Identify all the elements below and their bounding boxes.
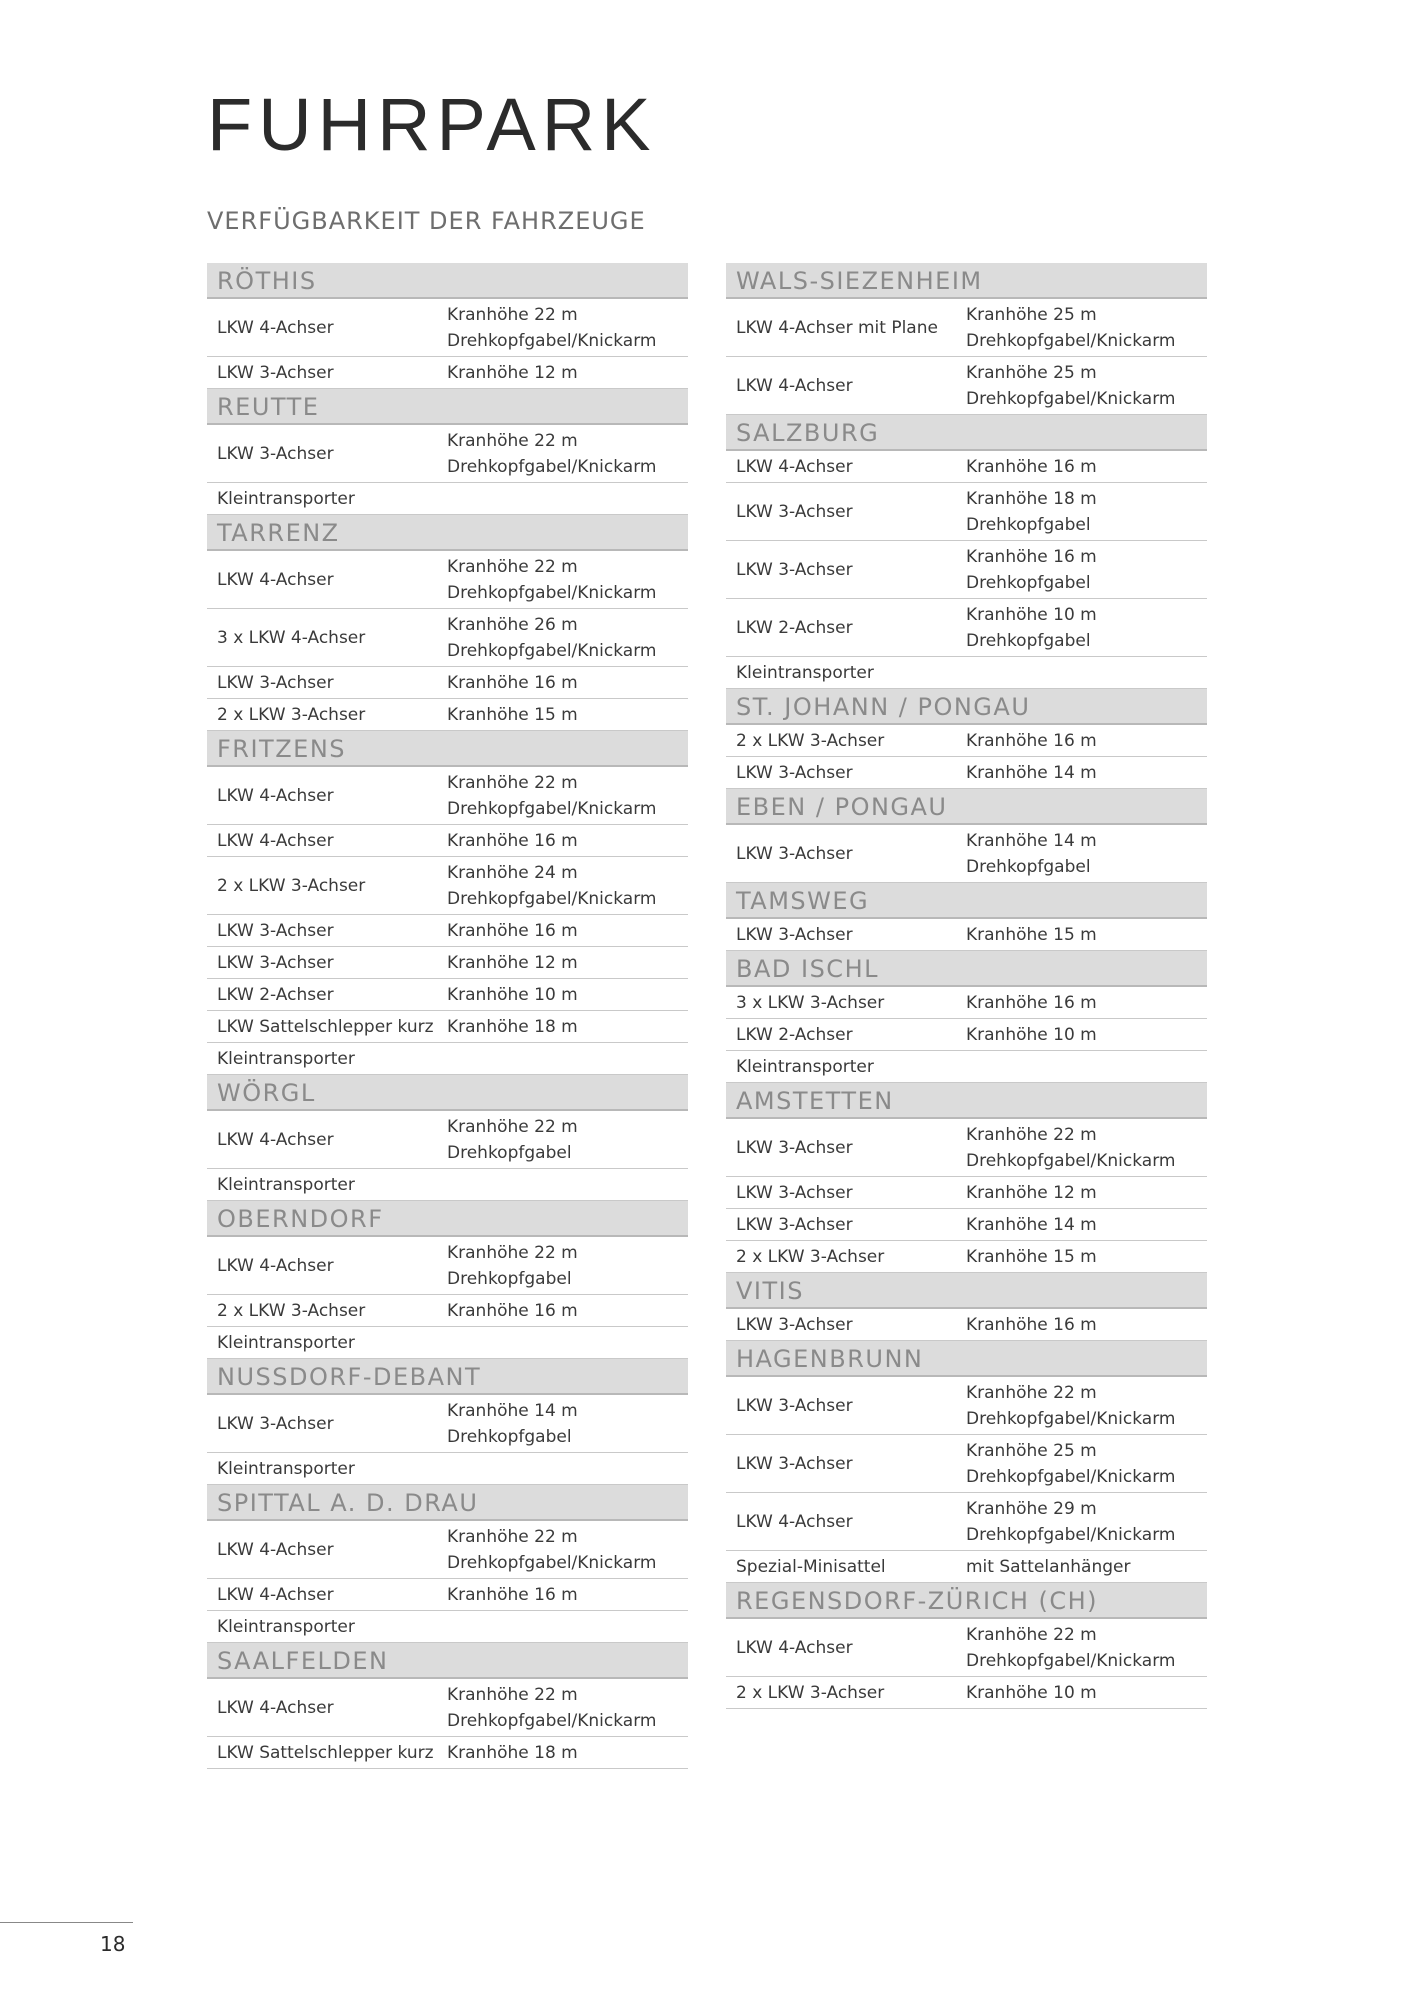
vehicle-type: LKW 4-Achser (217, 1584, 334, 1605)
vehicle-spec (966, 360, 1207, 412)
vehicle-row (726, 599, 1207, 657)
vehicle-row (726, 1119, 1207, 1177)
crane-equipment: Drehkopfgabel/Knickarm (447, 330, 657, 351)
vehicle-row (726, 1019, 1207, 1051)
location-header: SAALFELDEN (207, 1643, 688, 1679)
page-number: 18 (100, 1932, 126, 1956)
vehicle-row (726, 987, 1207, 1019)
crane-equipment: Drehkopfgabel/Knickarm (447, 798, 657, 819)
crane-height: Kranhöhe 25 m (966, 304, 1097, 325)
vehicle-row (726, 1677, 1207, 1709)
vehicle-type: LKW 2-Achser (736, 617, 853, 638)
crane-equipment: Drehkopfgabel (447, 1426, 572, 1447)
vehicle-type: LKW 3-Achser (217, 672, 334, 693)
vehicle-type: LKW 3-Achser (736, 1453, 853, 1474)
vehicle-type: LKW 3-Achser (736, 559, 853, 580)
vehicle-spec (447, 702, 688, 728)
vehicle-spec (447, 770, 688, 822)
vehicle-type: 3 x LKW 4-Achser (217, 627, 366, 648)
crane-equipment: Drehkopfgabel/Knickarm (447, 888, 657, 909)
location-header: RÖTHIS (207, 263, 688, 299)
vehicle-type: LKW 3-Achser (736, 1214, 853, 1235)
vehicle-row (726, 1241, 1207, 1273)
vehicle-type: LKW 3-Achser (736, 924, 853, 945)
vehicle-row (726, 299, 1207, 357)
vehicle-row (726, 1435, 1207, 1493)
vehicle-spec (447, 554, 688, 606)
crane-equipment: Drehkopfgabel/Knickarm (966, 388, 1176, 409)
crane-height: Kranhöhe 18 m (447, 1742, 578, 1763)
vehicle-spec (447, 1524, 688, 1576)
crane-height: Kranhöhe 16 m (966, 546, 1097, 567)
vehicle-type: LKW 4-Achser (217, 1539, 334, 1560)
vehicle-row (207, 357, 688, 389)
vehicle-row (726, 541, 1207, 599)
crane-height: Kranhöhe 15 m (966, 1246, 1097, 1267)
crane-height: Kranhöhe 29 m (966, 1498, 1097, 1519)
vehicle-row (207, 1611, 688, 1643)
vehicle-type: Kleintransporter (217, 1616, 355, 1637)
crane-equipment: Drehkopfgabel/Knickarm (447, 456, 657, 477)
vehicle-type: LKW 4-Achser (217, 569, 334, 590)
crane-height: Kranhöhe 14 m (966, 762, 1097, 783)
vehicle-spec (966, 828, 1207, 880)
crane-height: Kranhöhe 12 m (447, 952, 578, 973)
crane-height: Kranhöhe 18 m (447, 1016, 578, 1037)
vehicle-spec (966, 760, 1207, 786)
vehicle-row (207, 1395, 688, 1453)
vehicle-row (207, 1579, 688, 1611)
vehicle-row (207, 915, 688, 947)
location-header: REGENSDORF-ZÜRICH (CH) (726, 1583, 1207, 1619)
vehicle-row (207, 1453, 688, 1485)
vehicle-type: 2 x LKW 3-Achser (217, 875, 366, 896)
crane-height: Kranhöhe 10 m (966, 1682, 1097, 1703)
vehicle-row (726, 757, 1207, 789)
vehicle-row (207, 299, 688, 357)
vehicle-spec (966, 1212, 1207, 1238)
crane-height: Kranhöhe 22 m (966, 1624, 1097, 1645)
vehicle-row (207, 483, 688, 515)
crane-height: Kranhöhe 16 m (966, 992, 1097, 1013)
vehicle-spec (447, 1114, 688, 1166)
vehicle-spec (966, 1244, 1207, 1270)
location-header: SALZBURG (726, 415, 1207, 451)
crane-height: Kranhöhe 25 m (966, 1440, 1097, 1461)
vehicle-type: LKW 3-Achser (736, 1182, 853, 1203)
vehicle-type: Kleintransporter (217, 1458, 355, 1479)
location-header: REUTTE (207, 389, 688, 425)
left-column (207, 263, 688, 1769)
vehicle-row (726, 657, 1207, 689)
vehicle-row (207, 1295, 688, 1327)
vehicle-spec (966, 544, 1207, 596)
crane-equipment: Drehkopfgabel (447, 1142, 572, 1163)
vehicle-spec (966, 1554, 1207, 1580)
vehicle-spec (447, 1298, 688, 1324)
vehicle-spec (447, 950, 688, 976)
location-header: ST. JOHANN / PONGAU (726, 689, 1207, 725)
crane-equipment: Drehkopfgabel/Knickarm (966, 1466, 1176, 1487)
vehicle-type: 2 x LKW 3-Achser (736, 1246, 885, 1267)
location-header: AMSTETTEN (726, 1083, 1207, 1119)
vehicle-row (207, 667, 688, 699)
crane-height: Kranhöhe 24 m (447, 862, 578, 883)
vehicle-spec (447, 612, 688, 664)
vehicle-type: LKW 4-Achser (736, 1637, 853, 1658)
crane-height: Kranhöhe 16 m (447, 1584, 578, 1605)
vehicle-row (726, 1551, 1207, 1583)
vehicle-spec (447, 860, 688, 912)
vehicle-row (726, 1309, 1207, 1341)
crane-height: Kranhöhe 22 m (447, 772, 578, 793)
vehicle-row (207, 947, 688, 979)
vehicle-type: 2 x LKW 3-Achser (736, 1682, 885, 1703)
vehicle-row (207, 979, 688, 1011)
location-header: FRITZENS (207, 731, 688, 767)
crane-height: Kranhöhe 14 m (966, 830, 1097, 851)
vehicle-spec (447, 828, 688, 854)
vehicle-type: LKW 4-Achser (217, 1697, 334, 1718)
crane-height: Kranhöhe 16 m (966, 456, 1097, 477)
vehicle-row (726, 451, 1207, 483)
vehicle-row (726, 357, 1207, 415)
location-header: NUSSDORF-DEBANT (207, 1359, 688, 1395)
vehicle-spec (966, 302, 1207, 354)
vehicle-type: LKW 3-Achser (736, 843, 853, 864)
crane-height: Kranhöhe 22 m (447, 1526, 578, 1547)
crane-equipment: Drehkopfgabel/Knickarm (447, 1710, 657, 1731)
crane-equipment: Drehkopfgabel (447, 1268, 572, 1289)
location-header: TARRENZ (207, 515, 688, 551)
vehicle-type: LKW 2-Achser (736, 1024, 853, 1045)
vehicle-spec (447, 670, 688, 696)
vehicle-row (207, 1011, 688, 1043)
vehicle-type: LKW 3-Achser (217, 362, 334, 383)
vehicle-row (207, 1043, 688, 1075)
vehicle-row (207, 825, 688, 857)
vehicle-type: LKW 3-Achser (736, 501, 853, 522)
vehicle-spec (966, 728, 1207, 754)
crane-height: Kranhöhe 18 m (966, 488, 1097, 509)
vehicle-type: LKW 3-Achser (217, 952, 334, 973)
vehicle-spec (447, 1740, 688, 1766)
vehicle-type: LKW 3-Achser (736, 762, 853, 783)
vehicle-spec (447, 1014, 688, 1040)
crane-equipment: Drehkopfgabel (966, 856, 1091, 877)
vehicle-row (207, 1237, 688, 1295)
crane-height: Kranhöhe 22 m (966, 1124, 1097, 1145)
vehicle-row (207, 425, 688, 483)
vehicle-spec (447, 1240, 688, 1292)
vehicle-type: 2 x LKW 3-Achser (217, 1300, 366, 1321)
vehicle-row (207, 1111, 688, 1169)
vehicle-type: LKW 3-Achser (736, 1137, 853, 1158)
vehicle-type: LKW 4-Achser (217, 1255, 334, 1276)
crane-height: Kranhöhe 16 m (447, 830, 578, 851)
location-header: BAD ISCHL (726, 951, 1207, 987)
vehicle-type: Kleintransporter (217, 1174, 355, 1195)
vehicle-row (726, 919, 1207, 951)
crane-height: Kranhöhe 25 m (966, 362, 1097, 383)
vehicle-spec (447, 982, 688, 1008)
vehicle-type: LKW 4-Achser (217, 317, 334, 338)
vehicle-type: LKW 4-Achser (217, 1129, 334, 1150)
vehicle-type: LKW 3-Achser (217, 443, 334, 464)
crane-height: Kranhöhe 22 m (966, 1382, 1097, 1403)
vehicle-row (726, 1377, 1207, 1435)
crane-height: mit Sattelanhänger (966, 1556, 1131, 1577)
vehicle-row (207, 699, 688, 731)
vehicle-type: 2 x LKW 3-Achser (217, 704, 366, 725)
crane-height: Kranhöhe 16 m (447, 920, 578, 941)
location-header: WALS-SIEZENHEIM (726, 263, 1207, 299)
vehicle-type: LKW 4-Achser (736, 1511, 853, 1532)
crane-equipment: Drehkopfgabel/Knickarm (447, 582, 657, 603)
vehicle-spec (966, 1680, 1207, 1706)
crane-height: Kranhöhe 22 m (447, 1116, 578, 1137)
page-title: FUHRPARK (207, 83, 657, 166)
vehicle-spec (966, 1312, 1207, 1338)
vehicle-spec (447, 360, 688, 386)
crane-equipment: Drehkopfgabel (966, 630, 1091, 651)
vehicle-spec (966, 486, 1207, 538)
vehicle-spec (966, 1380, 1207, 1432)
vehicle-type: Kleintransporter (217, 1332, 355, 1353)
vehicle-spec (447, 302, 688, 354)
footer-divider (0, 1922, 133, 1923)
vehicle-type: Kleintransporter (736, 1056, 874, 1077)
vehicle-type: LKW 4-Achser (217, 785, 334, 806)
vehicle-type: LKW Sattelschlepper kurz (217, 1016, 434, 1037)
vehicle-spec (447, 918, 688, 944)
crane-height: Kranhöhe 10 m (447, 984, 578, 1005)
crane-equipment: Drehkopfgabel/Knickarm (966, 330, 1176, 351)
crane-height: Kranhöhe 14 m (447, 1400, 578, 1421)
crane-equipment: Drehkopfgabel/Knickarm (966, 1524, 1176, 1545)
vehicle-spec (966, 602, 1207, 654)
crane-height: Kranhöhe 16 m (966, 1314, 1097, 1335)
crane-equipment: Drehkopfgabel (966, 572, 1091, 593)
crane-height: Kranhöhe 16 m (447, 672, 578, 693)
vehicle-spec (447, 1398, 688, 1450)
vehicle-row (207, 767, 688, 825)
location-header: VITIS (726, 1273, 1207, 1309)
vehicle-type: LKW 3-Achser (736, 1314, 853, 1335)
vehicle-row (207, 1327, 688, 1359)
crane-equipment: Drehkopfgabel/Knickarm (966, 1650, 1176, 1671)
vehicle-row (207, 551, 688, 609)
vehicle-spec (966, 1122, 1207, 1174)
vehicle-type: LKW 3-Achser (217, 1413, 334, 1434)
location-header: OBERNDORF (207, 1201, 688, 1237)
vehicle-row (207, 609, 688, 667)
vehicle-row (726, 825, 1207, 883)
crane-equipment: Drehkopfgabel/Knickarm (447, 1552, 657, 1573)
vehicle-type: LKW 3-Achser (217, 920, 334, 941)
vehicle-type: LKW 4-Achser mit Plane (736, 317, 938, 338)
vehicle-spec (966, 1022, 1207, 1048)
vehicle-spec (966, 454, 1207, 480)
crane-height: Kranhöhe 16 m (966, 730, 1097, 751)
vehicle-type: LKW 3-Achser (736, 1395, 853, 1416)
crane-height: Kranhöhe 14 m (966, 1214, 1097, 1235)
crane-height: Kranhöhe 22 m (447, 556, 578, 577)
vehicle-row (726, 1051, 1207, 1083)
crane-height: Kranhöhe 26 m (447, 614, 578, 635)
vehicle-type: LKW 4-Achser (736, 375, 853, 396)
crane-height: Kranhöhe 10 m (966, 604, 1097, 625)
vehicle-type: LKW Sattelschlepper kurz (217, 1742, 434, 1763)
crane-height: Kranhöhe 10 m (966, 1024, 1097, 1045)
location-header: TAMSWEG (726, 883, 1207, 919)
crane-height: Kranhöhe 22 m (447, 1684, 578, 1705)
vehicle-type: 2 x LKW 3-Achser (736, 730, 885, 751)
vehicle-type: Spezial-Minisattel (736, 1556, 886, 1577)
vehicle-row (207, 1521, 688, 1579)
crane-height: Kranhöhe 22 m (447, 430, 578, 451)
vehicle-spec (966, 990, 1207, 1016)
location-header: SPITTAL A. D. DRAU (207, 1485, 688, 1521)
location-header: WÖRGL (207, 1075, 688, 1111)
crane-height: Kranhöhe 16 m (447, 1300, 578, 1321)
vehicle-type: 3 x LKW 3-Achser (736, 992, 885, 1013)
vehicle-row (207, 1737, 688, 1769)
crane-height: Kranhöhe 22 m (447, 304, 578, 325)
crane-equipment: Drehkopfgabel/Knickarm (966, 1150, 1176, 1171)
vehicle-spec (966, 922, 1207, 948)
crane-height: Kranhöhe 22 m (447, 1242, 578, 1263)
vehicle-spec (966, 1180, 1207, 1206)
vehicle-row (726, 1177, 1207, 1209)
vehicle-type: LKW 2-Achser (217, 984, 334, 1005)
crane-height: Kranhöhe 15 m (966, 924, 1097, 945)
crane-height: Kranhöhe 15 m (447, 704, 578, 725)
crane-height: Kranhöhe 12 m (966, 1182, 1097, 1203)
vehicle-row (726, 1619, 1207, 1677)
right-column (726, 263, 1207, 1709)
crane-equipment: Drehkopfgabel (966, 514, 1091, 535)
vehicle-spec (966, 1438, 1207, 1490)
crane-height: Kranhöhe 12 m (447, 362, 578, 383)
vehicle-spec (447, 1582, 688, 1608)
vehicle-spec (966, 1496, 1207, 1548)
vehicle-type: LKW 4-Achser (217, 830, 334, 851)
crane-equipment: Drehkopfgabel/Knickarm (447, 640, 657, 661)
vehicle-spec (447, 428, 688, 480)
location-header: HAGENBRUNN (726, 1341, 1207, 1377)
vehicle-row (207, 857, 688, 915)
vehicle-spec (447, 1682, 688, 1734)
vehicle-row (726, 483, 1207, 541)
location-header: EBEN / PONGAU (726, 789, 1207, 825)
vehicle-row (207, 1679, 688, 1737)
page-subtitle: VERFÜGBARKEIT DER FAHRZEUGE (207, 207, 646, 235)
vehicle-spec (966, 1622, 1207, 1674)
vehicle-row (726, 1209, 1207, 1241)
vehicle-type: LKW 4-Achser (736, 456, 853, 477)
vehicle-row (207, 1169, 688, 1201)
vehicle-type: Kleintransporter (736, 662, 874, 683)
vehicle-type: Kleintransporter (217, 488, 355, 509)
crane-equipment: Drehkopfgabel/Knickarm (966, 1408, 1176, 1429)
vehicle-row (726, 1493, 1207, 1551)
vehicle-type: Kleintransporter (217, 1048, 355, 1069)
vehicle-row (726, 725, 1207, 757)
